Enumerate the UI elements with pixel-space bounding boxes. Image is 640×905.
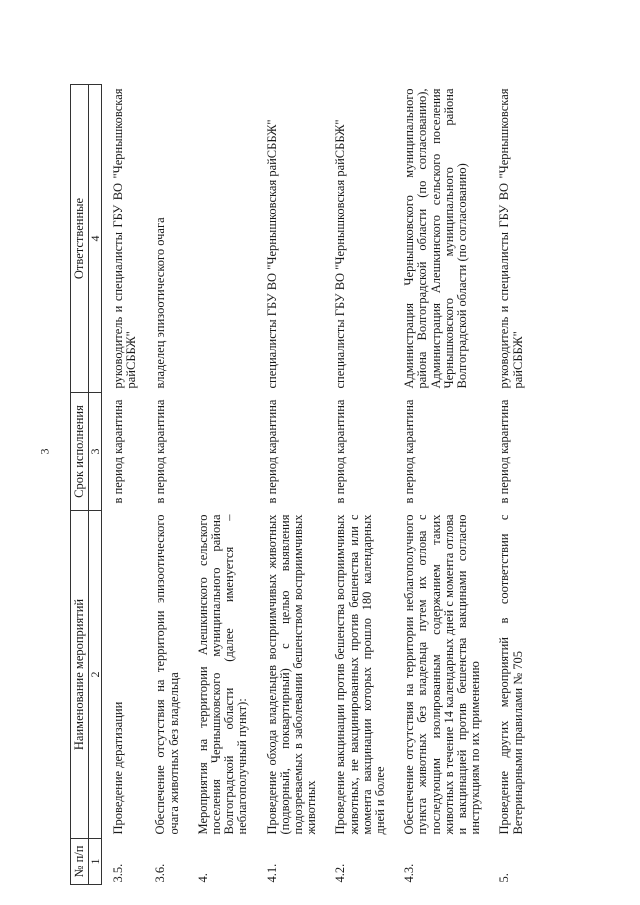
table-header-row (71, 85, 89, 885)
measure-term: в период карантина (153, 399, 168, 504)
table-row (393, 85, 488, 885)
measure-term: в период карантина (333, 399, 348, 504)
table-row (144, 85, 186, 885)
measure-term: в период карантина (497, 399, 512, 504)
measure-term: в период карантина (402, 399, 417, 504)
measure-name: Обеспечение отсутствия на территории неблагополучного пункта животных без владельца путем их отлова с последующим изолированным содержанием таких животных в течение 14 календарных дней с момента отлова и вакцинацией против бешенства вакцинами согласно инструкциям по их применению (402, 514, 483, 835)
row-number: 3.6. (153, 863, 168, 883)
measure-name: Проведение обхода владельцев восприимчивых животных (подворный, поквартирный) с целью выявления подозреваемых в заболевании бешенством восприимчивых животных (264, 514, 319, 835)
measure-name: Проведение вакцинации против бешенства восприимчивых животных, не вакцинированных против бешенства или с момента вакцинации которых прошло 180 календарных дней и более (333, 514, 388, 835)
col-number: 2 (89, 511, 102, 839)
measures-table (70, 84, 531, 885)
page-number: 3 (37, 448, 52, 455)
measure-name: Проведение других мероприятий в соответствии с Ветеринарными правилами № 705 (497, 514, 525, 835)
header-num: № п/п (71, 839, 89, 885)
measure-name: Проведение дератизации (111, 701, 125, 835)
row-number: 4.1. (264, 863, 279, 883)
column-number-row (89, 85, 102, 885)
measure-name: Обеспечение отсутствия на территории эпизоотического очага животных без владельца (153, 514, 181, 835)
table-row (256, 85, 325, 885)
header-term: Срок исполнения (71, 393, 89, 511)
row-number: 4.2. (333, 863, 348, 883)
measure-term: в период карантина (264, 399, 279, 504)
table-row (324, 85, 393, 885)
measure-term (187, 393, 256, 511)
row-number: 4.3. (402, 863, 417, 883)
header-name: Наименование мероприятий (71, 511, 89, 839)
measure-responsible: Администрация Чернышковского муниципального района Волгоградской области (по согласованию), Администрация Алешкинского сельского поселения Чернышковского муниципального района Волгоградской области (по согласованию) (402, 88, 470, 389)
measure-responsible: владелец эпизоотического очага (153, 217, 168, 389)
measure-term: в период карантина (111, 399, 125, 504)
document-page (70, 85, 630, 885)
table-row (102, 85, 145, 885)
header-responsible: Ответственные (71, 85, 89, 393)
table-row (488, 85, 530, 885)
measure-responsible: специалисты ГБУ ВО "Чернышковская райСББЖ" (333, 119, 348, 389)
row-number: 4. (195, 873, 210, 883)
col-number: 1 (89, 839, 102, 885)
measure-responsible: руководитель и специалисты ГБУ ВО "Чернышковская райСББЖ" (497, 88, 525, 389)
col-number: 3 (89, 393, 102, 511)
table-row (187, 85, 256, 885)
measure-responsible: руководитель и специалисты ГБУ ВО "Чернышковская райСББЖ" (111, 88, 139, 389)
row-number: 5. (497, 873, 512, 883)
measure-name: Мероприятия на территории Алешкинского сельского поселения Чернышковского муниципального района Волгоградской области (далее именуется – неблагополучный пункт): (195, 514, 250, 835)
row-number: 3.5. (111, 863, 125, 883)
measure-responsible (187, 85, 256, 393)
measure-responsible: специалисты ГБУ ВО "Чернышковская райСББЖ" (264, 119, 279, 389)
col-number: 4 (89, 85, 102, 393)
